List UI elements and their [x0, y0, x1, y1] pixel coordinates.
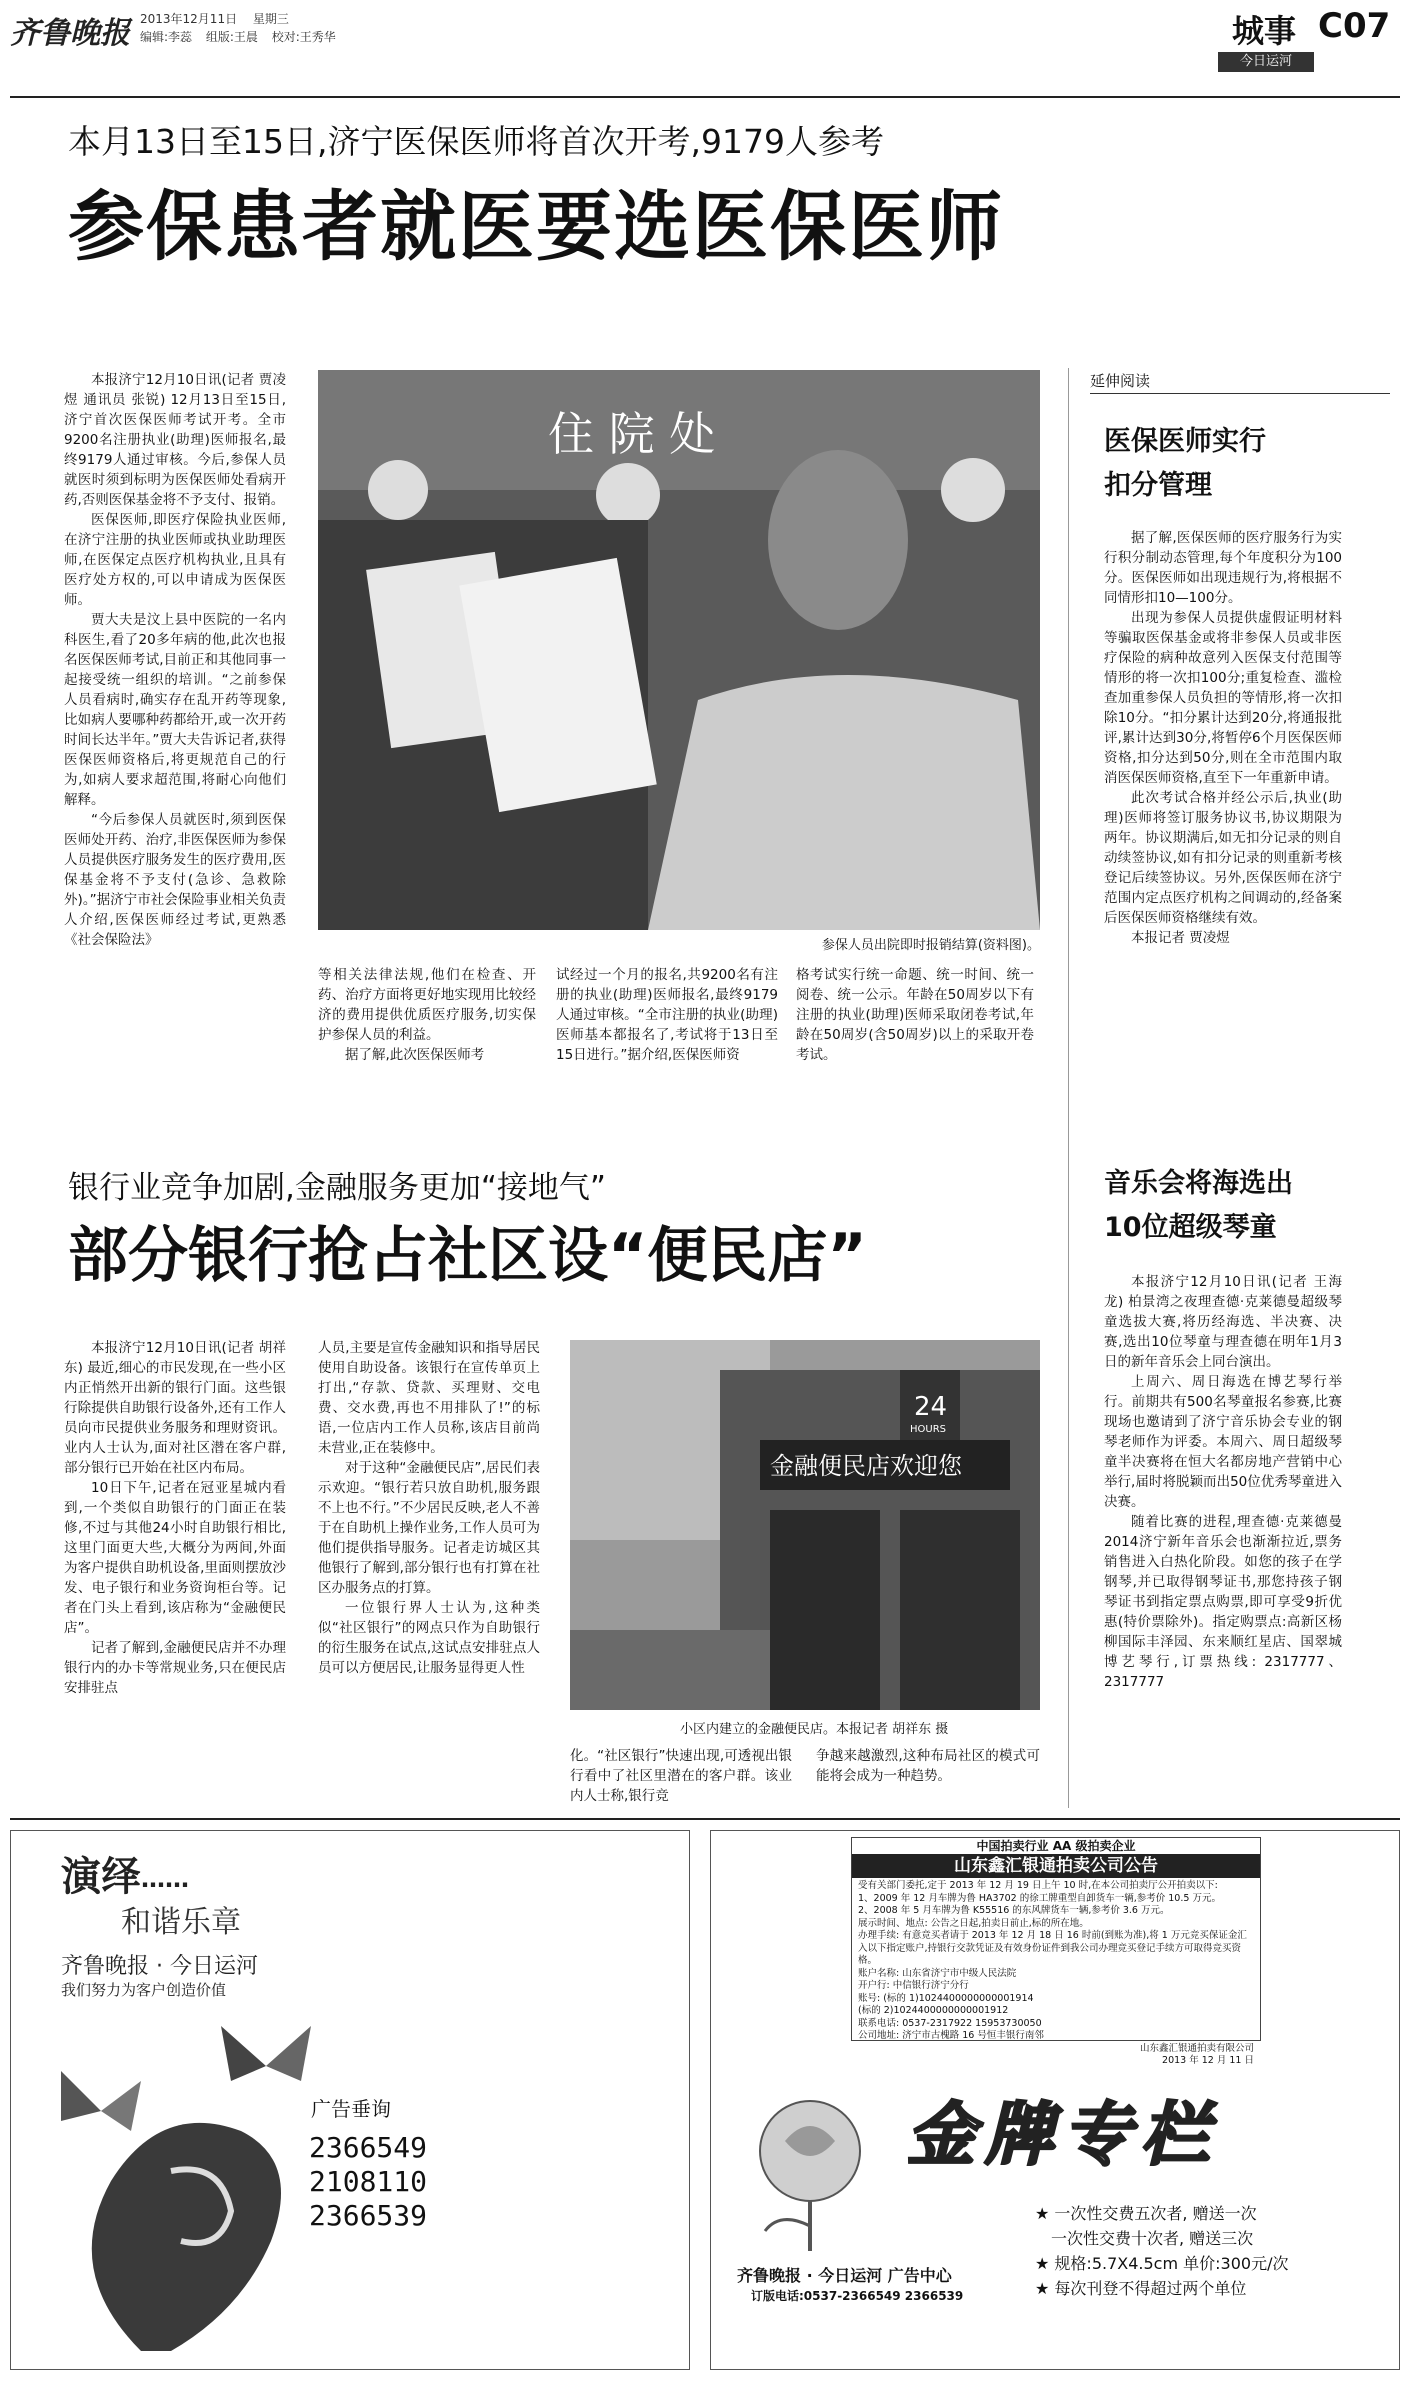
ad-left-line1-text: 演绎 — [61, 1854, 141, 1900]
article2-para: 人员,主要是宣传金融知识和指导居民使用自助设备。该银行在宣传单页上打出,“存款、贷款、买理财、交电费、交水费,再也不用排队了!”的标语,一位店内工作人员称,该店目前尚未营业,正在装修中。 — [318, 1340, 540, 1456]
weekday-text: 星期三 — [252, 12, 289, 26]
offer-item: ★ 规格:5.7X4.5cm 单价:300元/次 — [1035, 2254, 1289, 2273]
article1-para: 试经过一个月的报名,共9200名有注册的执业(助理)医师报名,最终9179人通过审核。“全市注册的执业(助理)医师基本都报名了,考试将于13日至15日进行。”据介绍,医保医师资 — [556, 967, 778, 1063]
offer-item: 一次性交费十次者, 赠送三次 — [1051, 2229, 1254, 2248]
column-tab-text: 今日运河 — [1239, 54, 1292, 69]
auction-line: 办理手续: 有意竞买者请于 2013 年 12 月 18 日 16 时前(到账为准),将 1 万元竞买保证金汇入以下指定账户,持银行交款凭证及有效身份证件到我公司办理竞买登记手续方可取得竞买资格。 — [858, 1930, 1247, 1966]
auction-line: 2013 年 12 月 11 日 — [1162, 2055, 1254, 2066]
newspaper-logo: 齐鲁晚报 — [10, 16, 130, 51]
auction-line: 公司地址: 济宁市古槐路 16 号恒丰银行南邻 — [858, 2030, 1044, 2041]
article1-col4 — [796, 965, 1034, 1065]
sidebar1-para: 出现为参保人员提供虚假证明材料等骗取医保基金或将非参保人员或非医疗保险的病种故意列入医保支付范围等情形的将一次扣100分;重复检查、滥检查加重参保人员负担的等情形,将一次扣除10分。“扣分累计达到20分,将通报批评,累计达到30分,将暂停6个月医保医师资格,扣分达到50分,则在全市范围内取消医保医师资格,直至下一年重新申请。 — [1104, 610, 1342, 786]
sidebar1-byline: 本报记者 贾凌煜 — [1131, 930, 1230, 946]
butterfly-icon — [61, 2071, 101, 2121]
column-tab — [1218, 52, 1314, 72]
article2-col4 — [816, 1746, 1040, 1786]
layout-text: 组版:王晨 — [205, 30, 258, 44]
auction-body — [852, 1878, 1260, 2070]
auction-notice — [851, 1837, 1261, 2066]
bank-photo-illustration — [570, 1340, 1040, 1710]
offer-item: ★ 一次性交费五次者, 赠送一次 — [1035, 2204, 1257, 2223]
article1-para: 等相关法律法规,他们在检查、开药、治疗方面将更好地实现用比较经济的费用提供优质医疗服务,切实保护参保人员的利益。 — [318, 967, 536, 1043]
editor-text: 编辑:李蕊 — [140, 30, 193, 44]
ad-left-line1 — [61, 1845, 189, 1902]
photo-hours-text: HOURS — [910, 1424, 947, 1435]
sidebar1-para: 据了解,医保医师的医疗服务行为实行积分制动态管理,每个年度积分为100分。医保医师如出现违规行为,将根据不同情形扣10—100分。 — [1104, 530, 1342, 606]
auction-title: 山东鑫汇银通拍卖公司公告 — [852, 1854, 1260, 1878]
article2-col3 — [570, 1746, 792, 1806]
auction-line: 山东鑫汇银通拍卖有限公司 — [1139, 2042, 1254, 2054]
hospital-photo — [318, 370, 1040, 930]
article2-para: 争越来越激烈,这种布局社区的模式可能将会成为一种趋势。 — [816, 1748, 1040, 1784]
article1-para: 格考试实行统一命题、统一时间、统一阅卷、统一公示。年龄在50周岁以下有注册的执业(助理)医师采取闭卷考试,年龄在50周岁(含50周岁)以上的采取开卷考试。 — [796, 967, 1034, 1063]
hospital-sign: 住 院 处 — [548, 407, 716, 461]
header-staff — [140, 28, 336, 45]
article2-para: 记者了解到,金融便民店并不办理银行内的办卡等常规业务,只在便民店安排驻点 — [64, 1640, 286, 1696]
sidebar1-title-line2: 扣分管理 — [1104, 470, 1212, 501]
ad-phone-number: 2366549 — [309, 2131, 428, 2164]
right-advertisement — [710, 1830, 1400, 2370]
ad-left-phone-title: 广告垂询 — [311, 2097, 391, 2121]
article1-para: 据了解,此次医保医师考 — [345, 1047, 485, 1063]
auction-line: (标的 2)1024400000000001912 — [858, 2005, 1009, 2016]
sidebar1-body — [1104, 528, 1342, 948]
article1-col2 — [318, 965, 536, 1065]
auction-line: 账号: (标的 1)1024400000000001914 — [858, 1992, 1034, 2004]
article2-col1 — [64, 1338, 286, 1698]
ad-center-tel: 订版电话:0537-2366549 2366539 — [751, 2289, 964, 2303]
sidebar2-para: 随着比赛的进程,理查德·克莱德曼2014济宁新年音乐会也渐渐拉近,票务销售进入白热化阶段。如您的孩子在学钢琴,并已取得钢琴证书,那您持孩子钢琴证书到指定票点购票,即可享受9折优惠(特价票除外)。指定购票点:高新区杨柳国际丰泽园、东来顺红星店、国翠城博艺琴行,订票热线: 2317777、2317777 — [1104, 1514, 1342, 1690]
rose-illustration — [725, 2081, 895, 2251]
article2-headline: 部分银行抢占社区设“便民店” — [68, 1221, 867, 1291]
bank-photo — [570, 1340, 1040, 1710]
article1-para: 贾大夫是汶上县中医院的一名内科医生,看了20多年病的他,此次也报名医保医师考试,目前正和其他同事一起接受统一组织的培训。“之前参保人员看病时,确实存在乱开药等现象,比如病人要哪种药都给开,或一次开药时间长达半年。”贾大夫告诉记者,获得医保医师资格后,将更规范自己的行为,如病人要求超范围,将耐心向他们解释。 — [64, 612, 286, 808]
bank-photo-caption: 小区内建立的金融便民店。本报记者 胡祥东 摄 — [680, 1722, 949, 1737]
article1-para: “今后参保人员就医时,须到医保医师处开药、治疗,非医保医师为参保人员提供医疗服务发生的医疗费用,医保基金将不予支付(急诊、急救除外)。”据济宁市社会保险事业相关负责人介绍,医保医师经过考试,更熟悉《社会保险法》 — [64, 812, 286, 948]
article2-para: 对于这种“金融便民店”,居民们表示欢迎。“银行若只放自助机,服务跟不上也不行。”不少居民反映,老人不善于在自助机上操作业务,工作人员可为他们提供指导服务。记者走访城区其他银行了解到,部分银行也有打算在社区办服务点的打算。 — [318, 1460, 540, 1596]
article2-kicker: 银行业竞争加剧,金融服务更加“接地气” — [68, 1170, 606, 1206]
ad-center-name: 齐鲁晚报 · 今日运河 广告中心 — [737, 2266, 952, 2285]
article2-para: 化。“社区银行”快速出现,可透视出银行看中了社区里潜在的客户群。该业内人士称,银行竞 — [570, 1748, 792, 1804]
auction-line: 2、2008 年 5 月车牌为鲁 K55516 的东风牌货车一辆,参考价 3.6 万元。 — [858, 1905, 1170, 1916]
offers-list — [1035, 2201, 1288, 2301]
auction-line: 1、2009 年 12 月车牌为鲁 HA3702 的徐工牌重型自卸货车一辆,参考价 10.5 万元。 — [858, 1892, 1221, 1904]
article2-para: 一位银行界人士认为,这种类似“社区银行”的网点只作为自助银行的衍生服务在试点,这试点安排驻点人员可以方便居民,让服务显得更人性 — [318, 1600, 540, 1676]
article2-para: 本报济宁12月10日讯(记者 胡祥东) 最近,细心的市民发现,在一些小区内正悄然开出新的银行门面。这些银行除提供自助银行设备外,还有工作人员向市民提供业务服务和理财资讯。业内人士认为,面对社区潜在客户群,部分银行已开始在社区内布局。 — [64, 1340, 286, 1476]
left-advertisement — [10, 1830, 690, 2370]
article1-para: 医保医师,即医疗保险执业医师,在济宁注册的执业医师或执业助理医师,在医保定点医疗机构执业,且具有医疗处方权的,可以申请成为医保医师。 — [64, 512, 286, 608]
ads-top-rule — [10, 1818, 1400, 1820]
sidebar1-title-line1: 医保医师实行 — [1104, 426, 1266, 457]
sidebar2-para: 上周六、周日海选在博艺琴行举行。前期共有500名琴童报名参赛,比赛现场也邀请到了济宁音乐协会专业的钢琴老师作为评委。本周六、周日超级琴童半决赛将在恒大名都房地产营销中心举行,届时将脱颖而出50位优秀琴童进入决赛。 — [1104, 1374, 1342, 1510]
auction-line: 开户行: 中信银行济宁分行 — [858, 1980, 969, 1991]
bank-store-sign: 金融便民店欢迎您 — [770, 1452, 962, 1480]
section-label: 城事 — [1232, 12, 1297, 50]
gold-column-title: 金牌专栏 — [907, 2096, 1220, 2175]
auction-line: 联系电话: 0537-2317922 15953730050 — [858, 2017, 1042, 2029]
page-number: C07 — [1318, 6, 1391, 46]
sidebar2-title — [1104, 1162, 1293, 1250]
ad-left-slogan: 我们努力为客户创造价值 — [61, 1981, 227, 1999]
auction-line: 展示时间、地点: 公告之日起,拍卖日前止,标的所在地。 — [858, 1917, 1089, 1929]
column-divider — [1068, 368, 1069, 1808]
header-rule — [10, 96, 1400, 98]
ad-phone-number: 2366539 — [309, 2199, 428, 2232]
proof-text: 校对:王秀华 — [271, 30, 336, 44]
sidebar2-title-line1: 音乐会将海选出 — [1104, 1168, 1293, 1199]
photo-24-text: 24 — [914, 1392, 948, 1422]
offer-item: ★ 每次刊登不得超过两个单位 — [1035, 2279, 1247, 2298]
article2-col2 — [318, 1338, 540, 1678]
sidebar2-para: 本报济宁12月10日讯(记者 王海龙) 柏景湾之夜理查德·克莱德曼超级琴童选拔大赛,将历经海选、半决赛、决赛,选出10位琴童与理查德在明年1月3日的新年音乐会上同台演出。 — [1104, 1274, 1342, 1370]
sidebar1-title — [1104, 420, 1266, 508]
article1-kicker: 本月13日至15日,济宁医保医师将首次开考,9179人参考 — [68, 122, 884, 161]
sidebar2-title-line2: 10位超级琴童 — [1104, 1212, 1277, 1243]
auction-top: 中国拍卖行业 AA 级拍卖企业 — [976, 1839, 1136, 1853]
hospital-photo-caption: 参保人员出院即时报销结算(资料图)。 — [821, 938, 1040, 953]
date-text: 2013年12月11日 — [140, 12, 238, 26]
article1-col1 — [64, 370, 286, 950]
auction-line: 受有关部门委托,定于 2013 年 12 月 19 日上午 10 时,在本公司拍卖厅公开拍卖以下: — [858, 1880, 1218, 1891]
ad-left-brand: 齐鲁晚报 · 今日运河 — [61, 1954, 258, 1979]
header-date — [140, 10, 289, 27]
hospital-photo-illustration — [318, 370, 1040, 930]
auction-line: 账户名称: 山东省济宁市中级人民法院 — [858, 1967, 1017, 1979]
article1-col3 — [556, 965, 778, 1065]
ad-left-dots: …… — [141, 1865, 189, 1893]
ad-left-phones — [309, 2131, 427, 2233]
article1-para: 本报济宁12月10日讯(记者 贾凌煜 通讯员 张锐) 12月13日至15日,济宁首次医保医师考试开考。全市9200名注册执业(助理)医师报名,最终9179人通过审核。今后,参保人员就医时须到标明为医保医师处看病开药,否则医保基金将不予支付、报销。 — [64, 372, 286, 508]
sidebar2-body — [1104, 1272, 1342, 1692]
article1-headline: 参保患者就医要选医保医师 — [68, 182, 1004, 271]
ad-left-line2: 和谐乐章 — [121, 1905, 241, 1940]
sidebar1-para: 此次考试合格并经公示后,执业(助理)医师将签订服务协议书,协议期限为两年。协议期满后,如无扣分记录的则自动续签协议,如有扣分记录的则重新考核登记后续签协议。另外,医保医师在济宁范围内定点医疗机构之间调动的,经备案后医保医师资格继续有效。 — [1104, 790, 1342, 926]
article2-para: 10日下午,记者在冠亚星城内看到,一个类似自助银行的门面正在装修,不过与其他24小时自助银行相比,这里门面更大些,大概分为两间,外面为客户提供自助机设备,里面则摆放沙发、电子银行和业务资询柜台等。记者在门头上看到,该店称为“金融便民店”。 — [64, 1480, 286, 1636]
butterfly-icon — [211, 2021, 321, 2111]
sidebar1-label-box — [1090, 370, 1390, 394]
sidebar1-label: 延伸阅读 — [1090, 372, 1151, 390]
ad-phone-number: 2108110 — [309, 2165, 428, 2198]
